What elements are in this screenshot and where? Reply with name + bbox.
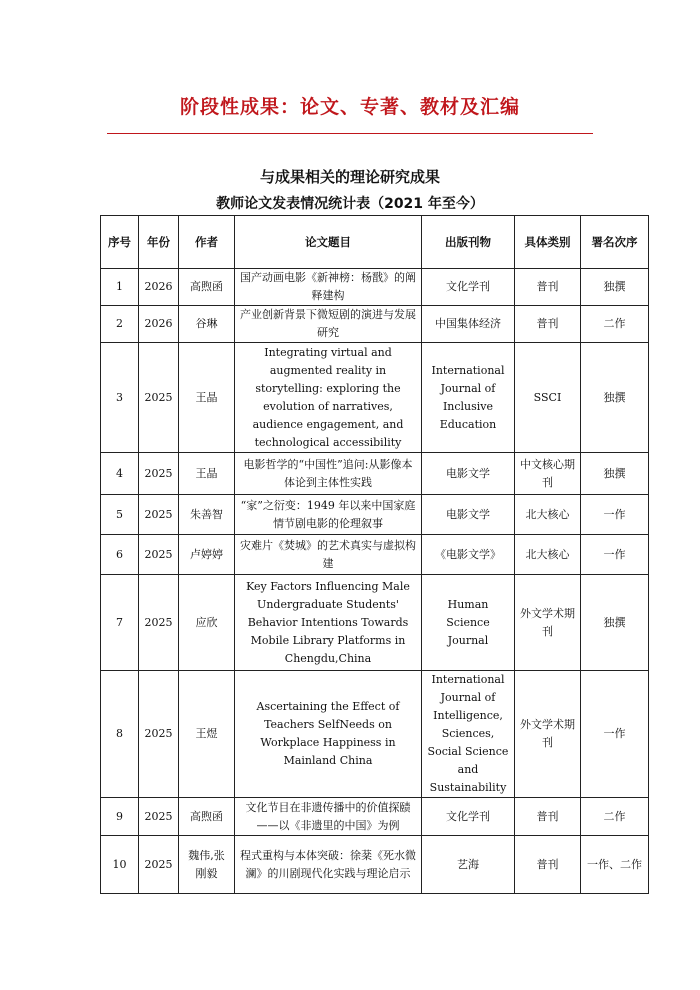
header-no: 序号 <box>101 216 139 269</box>
cell-category: 北大核心 <box>515 535 581 575</box>
cell-order: 二作 <box>581 306 649 343</box>
cell-no: 2 <box>101 306 139 343</box>
cell-category: 普刊 <box>515 836 581 894</box>
section-title: 与成果相关的理论研究成果 <box>259 168 440 186</box>
cell-no: 9 <box>101 798 139 836</box>
cell-title: 灾难片《焚城》的艺术真实与虚拟构建 <box>235 535 422 575</box>
header-author: 作者 <box>179 216 235 269</box>
cell-title: 程式重构与本体突破：徐棻《死水微澜》的川剧现代化实践与理论启示 <box>235 836 422 894</box>
cell-no: 5 <box>101 495 139 535</box>
cell-category: 外文学术期刊 <box>515 575 581 671</box>
cell-year: 2025 <box>139 836 179 894</box>
cell-year: 2025 <box>139 798 179 836</box>
document-heading: 阶段性成果：论文、专著、教材及汇编 <box>179 96 520 118</box>
table-row <box>101 798 649 836</box>
cell-journal: Human Science Journal <box>422 575 515 671</box>
cell-title: Ascertaining the Effect of Teachers SelfNeeds on Workplace Happiness in Mainland China <box>235 671 422 798</box>
cell-category: SSCI <box>515 343 581 453</box>
cell-author: 谷琳 <box>179 306 235 343</box>
table-row <box>101 535 649 575</box>
table-row <box>101 836 649 894</box>
cell-author: 王煜 <box>179 671 235 798</box>
cell-year: 2026 <box>139 306 179 343</box>
cell-author: 朱善智 <box>179 495 235 535</box>
cell-journal: International Journal of Inclusive Education <box>422 343 515 453</box>
cell-journal: 中国集体经济 <box>422 306 515 343</box>
cell-year: 2025 <box>139 535 179 575</box>
cell-order: 独撰 <box>581 343 649 453</box>
cell-category: 普刊 <box>515 798 581 836</box>
table-row <box>101 306 649 343</box>
cell-order: 二作 <box>581 798 649 836</box>
publication-table <box>100 215 649 894</box>
cell-order: 独撰 <box>581 575 649 671</box>
table-row <box>101 495 649 535</box>
cell-title: 国产动画电影《新神榜：杨戬》的阐释建构 <box>235 269 422 306</box>
cell-order: 一作、二作 <box>581 836 649 894</box>
cell-category: 北大核心 <box>515 495 581 535</box>
cell-author: 王晶 <box>179 343 235 453</box>
cell-title: 电影哲学的“中国性”追问:从影像本体论到主体性实践 <box>235 453 422 495</box>
table-row <box>101 453 649 495</box>
cell-author: 应欣 <box>179 575 235 671</box>
table-header-row <box>101 216 649 269</box>
cell-journal: 电影文学 <box>422 495 515 535</box>
cell-author: 高煦函 <box>179 269 235 306</box>
header-year: 年份 <box>139 216 179 269</box>
cell-journal: 艺海 <box>422 836 515 894</box>
cell-order: 一作 <box>581 671 649 798</box>
cell-author: 魏伟,张刚毅 <box>179 836 235 894</box>
cell-no: 3 <box>101 343 139 453</box>
cell-year: 2025 <box>139 671 179 798</box>
cell-category: 普刊 <box>515 269 581 306</box>
cell-journal: 文化学刊 <box>422 269 515 306</box>
cell-order: 一作 <box>581 535 649 575</box>
cell-order: 独撰 <box>581 453 649 495</box>
cell-year: 2025 <box>139 495 179 535</box>
cell-category: 普刊 <box>515 306 581 343</box>
cell-no: 7 <box>101 575 139 671</box>
cell-journal: 《电影文学》 <box>422 535 515 575</box>
header-category: 具体类别 <box>515 216 581 269</box>
table-row <box>101 671 649 798</box>
table-row <box>101 343 649 453</box>
cell-no: 1 <box>101 269 139 306</box>
table-row <box>101 575 649 671</box>
cell-no: 6 <box>101 535 139 575</box>
cell-order: 独撰 <box>581 269 649 306</box>
cell-author: 卢婷婷 <box>179 535 235 575</box>
cell-journal: International Journal of Intelligence, Sciences, Social Science and Sustainability <box>422 671 515 798</box>
header-journal: 出版刊物 <box>422 216 515 269</box>
cell-no: 10 <box>101 836 139 894</box>
cell-year: 2025 <box>139 343 179 453</box>
cell-order: 一作 <box>581 495 649 535</box>
cell-title: Key Factors Influencing Male Undergraduate Students' Behavior Intentions Towards Mobile Library Platforms in Chengdu,China <box>235 575 422 671</box>
cell-journal: 文化学刊 <box>422 798 515 836</box>
header-order: 署名次序 <box>581 216 649 269</box>
cell-year: 2025 <box>139 575 179 671</box>
cell-category: 中文核心期刊 <box>515 453 581 495</box>
cell-title: “家”之衍变：1949 年以来中国家庭情节剧电影的伦理叙事 <box>235 495 422 535</box>
cell-year: 2025 <box>139 453 179 495</box>
header-title: 论文题目 <box>235 216 422 269</box>
table-title: 教师论文发表情况统计表（2021 年至今） <box>216 196 484 212</box>
cell-no: 8 <box>101 671 139 798</box>
table-row <box>101 269 649 306</box>
cell-no: 4 <box>101 453 139 495</box>
cell-journal: 电影文学 <box>422 453 515 495</box>
heading-divider <box>107 133 593 134</box>
cell-author: 高煦函 <box>179 798 235 836</box>
cell-category: 外文学术期刊 <box>515 671 581 798</box>
cell-title: 文化节目在非遗传播中的价值探赜——以《非遗里的中国》为例 <box>235 798 422 836</box>
cell-author: 王晶 <box>179 453 235 495</box>
cell-title: 产业创新背景下微短剧的演进与发展研究 <box>235 306 422 343</box>
cell-year: 2026 <box>139 269 179 306</box>
cell-title: Integrating virtual and augmented reality in storytelling: exploring the evolution of narratives, audience engagement, and technological accessibility <box>235 343 422 453</box>
